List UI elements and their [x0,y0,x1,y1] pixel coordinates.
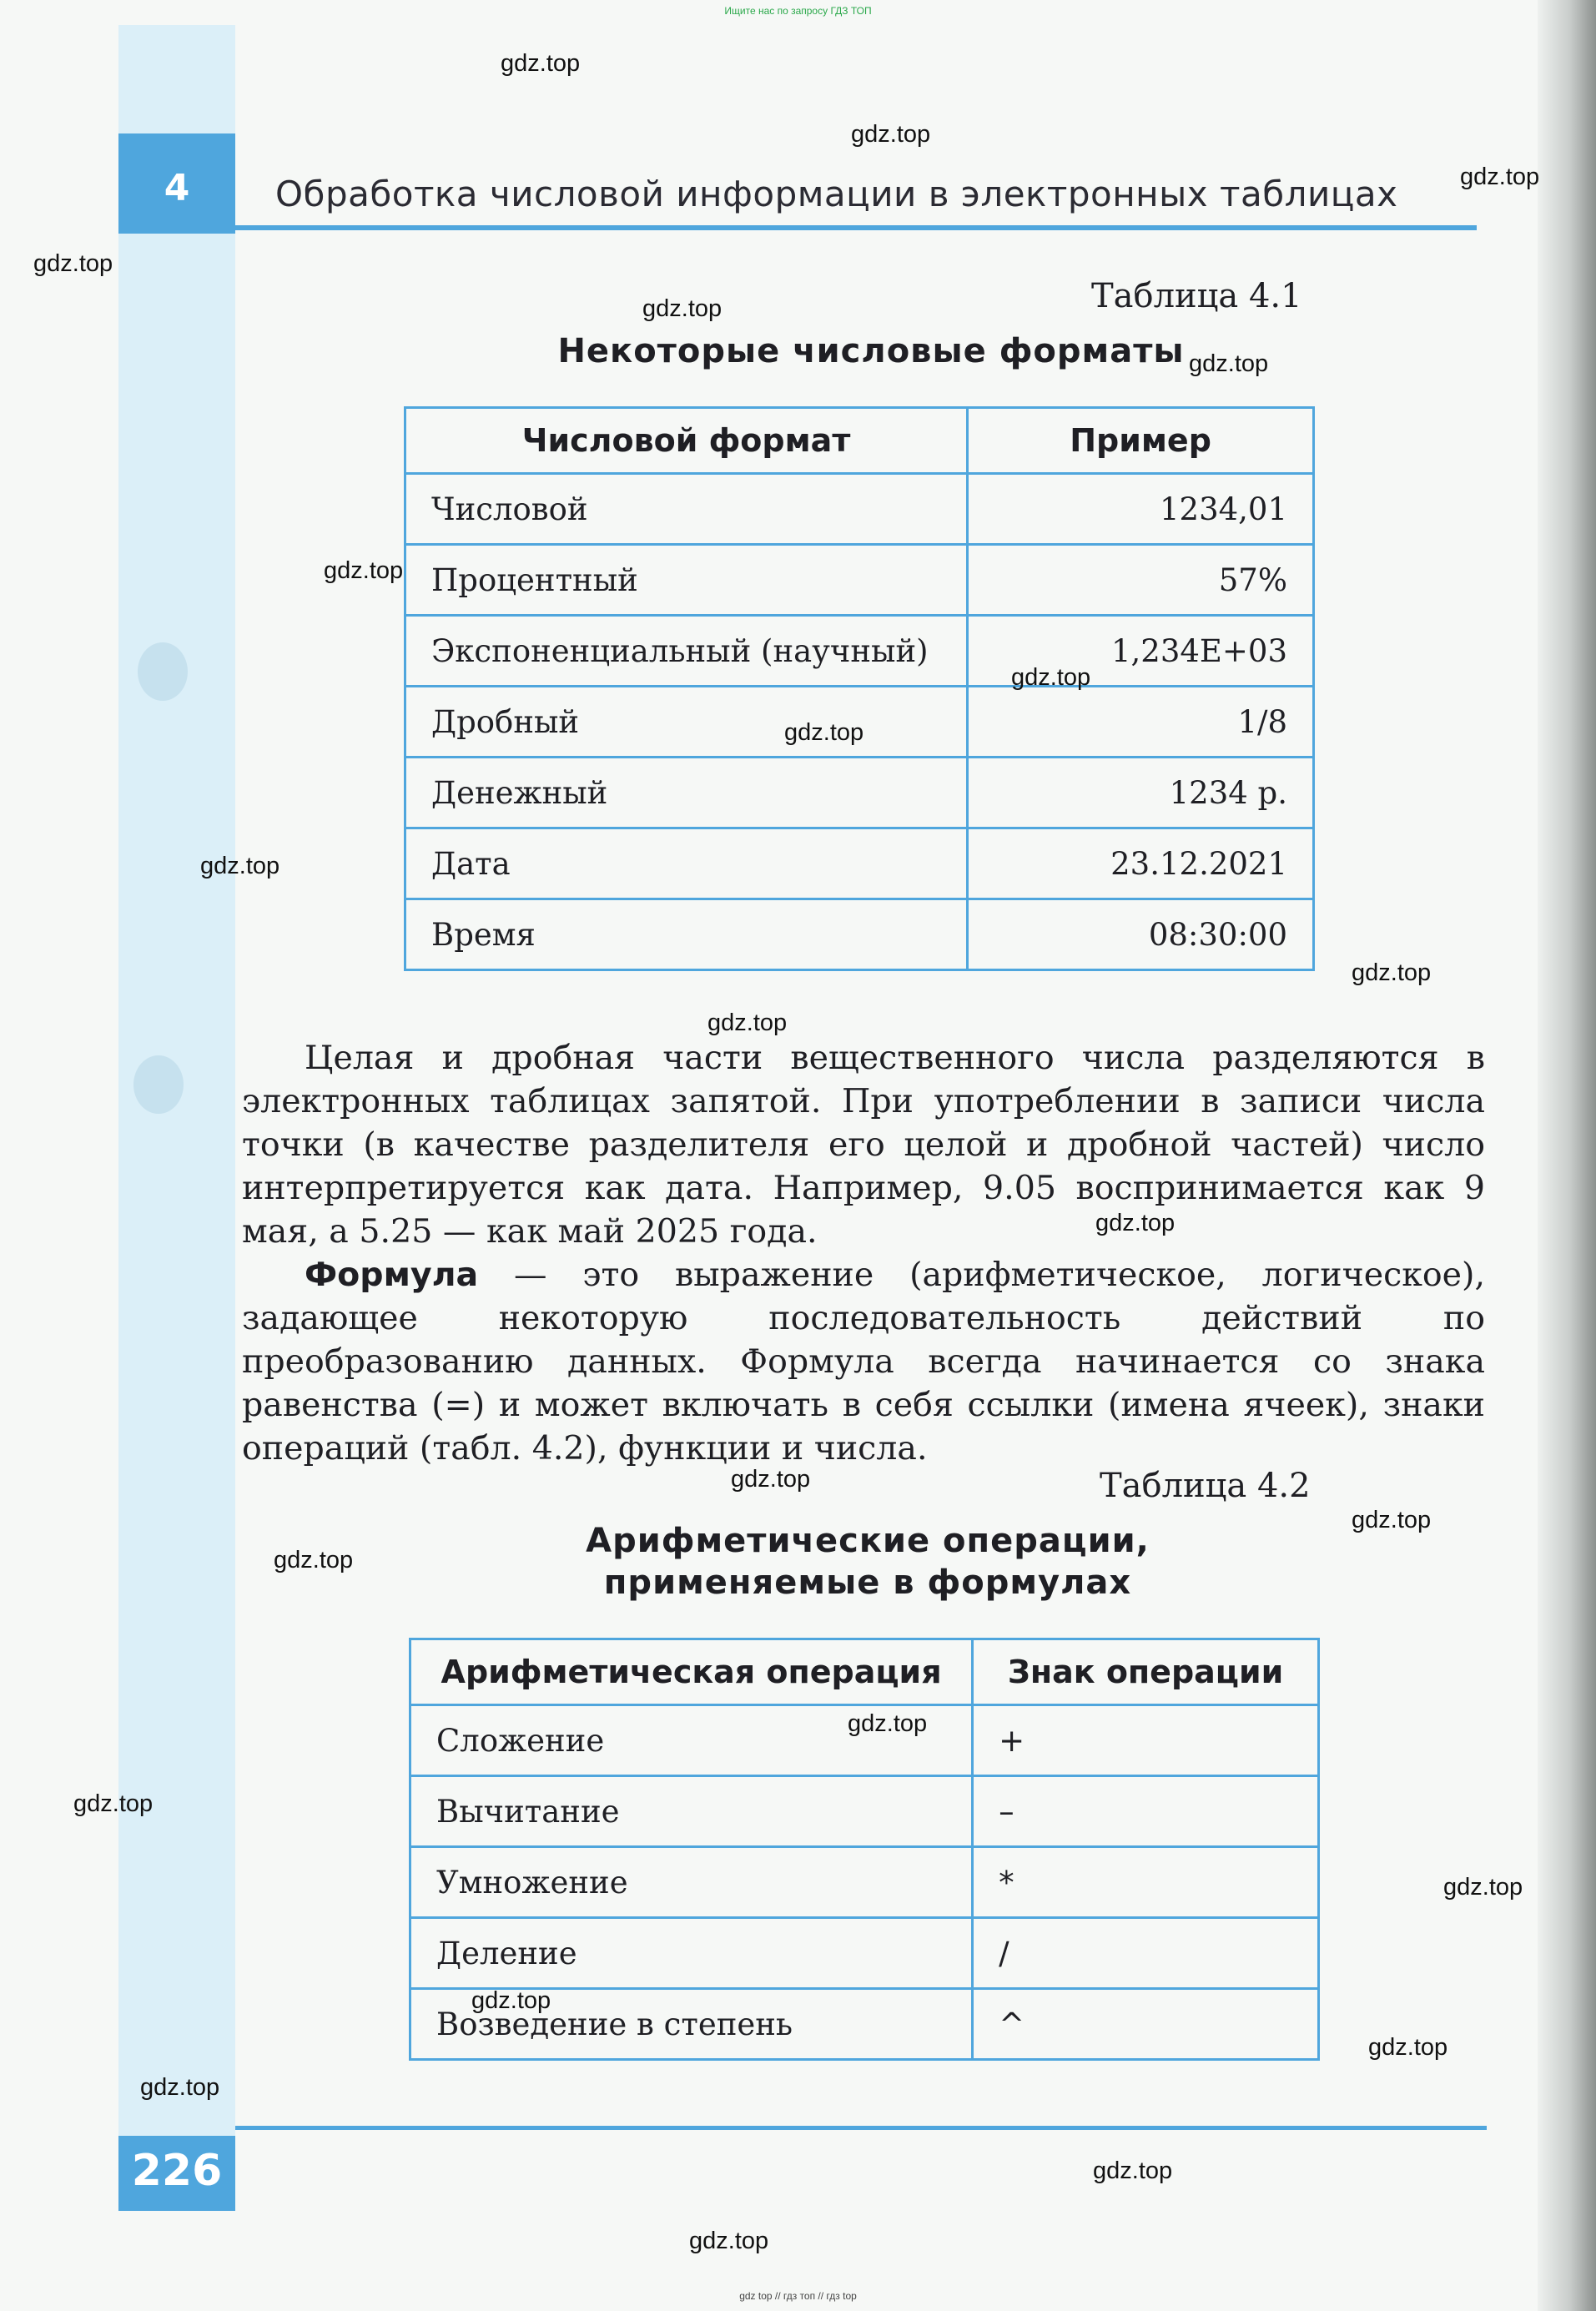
operation-name: Возведение в степень [410,1989,973,2060]
watermark: gdz.top [784,719,864,746]
column-header: Арифметическая операция [410,1639,973,1705]
watermark: gdz.top [33,250,113,277]
paragraph-number-separator [242,1036,1485,1253]
format-name: Дробный [405,687,968,758]
watermark: gdz.top [140,2074,220,2101]
operation-sign: + [973,1705,1319,1776]
format-name: Дата [405,828,968,899]
paragraph-text: Целая и дробная части вещественного числа разделяются в электронных таблицах запятой. При употреблении в записи числа точки (в качестве разделителя его целой и дробной частей) число интерпретируется как дата. Например, 9.05 воспринимается как 9 мая, а 5.25 — как май 2025 года. [242,1039,1485,1251]
top-note: Ищите нас по запросу ГДЗ ТОП [724,5,872,17]
operation-name: Умножение [410,1847,973,1918]
watermark: gdz.top [471,1987,551,2014]
format-name: Денежный [405,758,968,828]
page-edge-shadow [1538,0,1596,2311]
watermark: gdz.top [1093,2157,1173,2184]
operation-name: Сложение [410,1705,973,1776]
watermark: gdz.top [200,853,280,879]
format-name: Числовой [405,474,968,545]
table-row [405,474,1314,545]
watermark: gdz.top [1352,1507,1432,1533]
format-example: 08:30:00 [968,899,1314,970]
page-number: 226 [131,2146,223,2196]
bleed-through-mark [133,1055,184,1114]
watermark: gdz.top [731,1466,811,1493]
watermark: gdz.top [1460,164,1540,190]
header-rule [235,225,1477,230]
watermark: gdz.top [851,121,931,148]
format-name: Экспоненциальный (научный) [405,616,968,687]
table-header-row [410,1639,1319,1705]
chapter-number: 4 [164,167,190,209]
bleed-through-mark [138,642,188,701]
format-example: 1/8 [968,687,1314,758]
format-example: 1234,01 [968,474,1314,545]
column-header: Знак операции [973,1639,1319,1705]
format-example: 1,234E+03 [968,616,1314,687]
watermark: gdz.top [1095,1210,1176,1236]
table2-title-line2: применяемые в формулах [603,1563,1132,1602]
watermark: gdz.top [73,1790,154,1817]
numeric-formats-table [404,406,1315,971]
paragraph-text: — это выражение (арифметическое, логическое), задающее некоторую последовательность действий по преобразованию данных. Формула всегда начинается со знака равенства (=) и может включать в себя ссылки (имена ячеек), знаки операций (табл. 4.2), функции и числа. [242,1256,1485,1468]
operation-name: Вычитание [410,1776,973,1847]
watermark: gdz.top [642,295,722,322]
table-row [410,1847,1319,1918]
watermark: gdz.top [1011,664,1091,691]
operation-sign: – [973,1776,1319,1847]
table1-number: Таблица 4.1 [1091,277,1302,315]
format-example: 1234 р. [968,758,1314,828]
watermark: gdz.top [848,1710,928,1737]
table1-title: Некоторые числовые форматы [557,332,1185,370]
margin-band [118,25,235,2211]
bottom-note: gdz top // гдз топ // гдз top [739,2290,857,2302]
format-name: Процентный [405,545,968,616]
format-example: 23.12.2021 [968,828,1314,899]
term-formula: Формула [305,1256,479,1294]
table-row [405,758,1314,828]
table-row [410,1918,1319,1989]
table2-title-line1: Арифметические операции, [586,1522,1150,1560]
operation-name: Деление [410,1918,973,1989]
operation-sign: ^ [973,1989,1319,2060]
watermark: gdz.top [324,557,404,584]
table-header-row [405,408,1314,474]
running-header: Обработка числовой информации в электронных таблицах [275,174,1398,214]
paragraph-formula-definition [242,1253,1485,1470]
table-row [405,545,1314,616]
operation-sign: / [973,1918,1319,1989]
column-header: Числовой формат [405,408,968,474]
watermark: gdz.top [707,1009,788,1036]
watermark: gdz.top [501,50,581,77]
footer-rule [235,2126,1487,2130]
watermark: gdz.top [274,1547,354,1573]
watermark: gdz.top [1352,959,1432,986]
watermark: gdz.top [689,2228,769,2254]
table-row [405,899,1314,970]
table-row [405,616,1314,687]
format-name: Время [405,899,968,970]
table2-number: Таблица 4.2 [1100,1467,1311,1505]
table-row [410,1776,1319,1847]
format-example: 57% [968,545,1314,616]
watermark: gdz.top [1443,1874,1523,1901]
watermark: gdz.top [1189,350,1269,377]
operation-sign: * [973,1847,1319,1918]
table-row [405,828,1314,899]
watermark: gdz.top [1368,2034,1448,2061]
column-header: Пример [968,408,1314,474]
